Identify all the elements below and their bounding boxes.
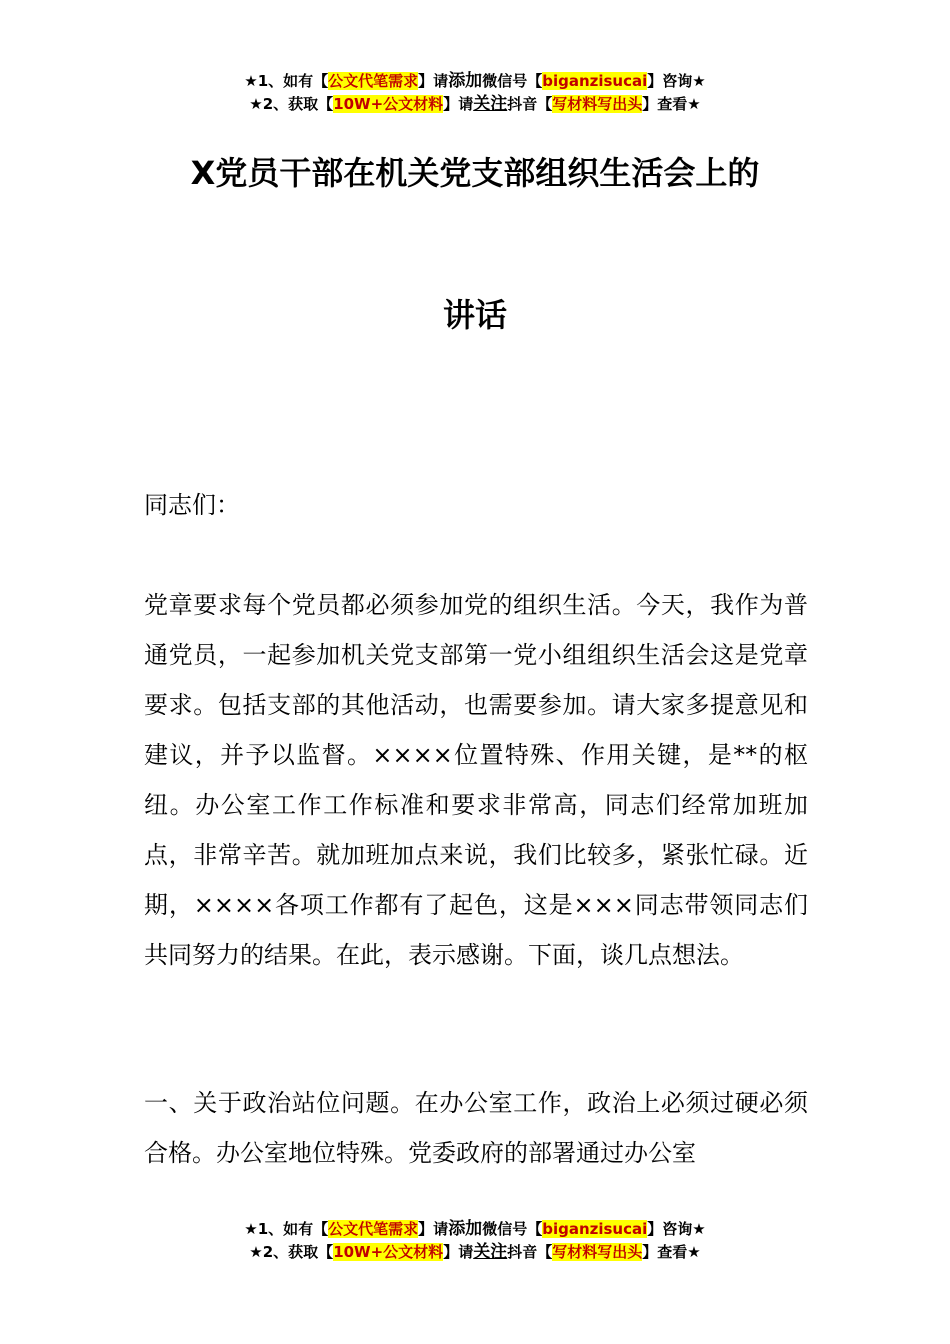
- promo-text: ★1、如有【: [244, 72, 329, 90]
- promo-text: 微信号【: [482, 1220, 543, 1238]
- promo-highlight: 10W+公文材料: [333, 1243, 444, 1261]
- document-title: X党员干部在机关党支部组织生活会上的: [190, 154, 760, 192]
- promo-emphasis: 关注: [473, 94, 508, 114]
- promo-text: 】查看★: [642, 95, 701, 113]
- promo-emphasis: 添加: [448, 71, 483, 91]
- promo-text: 】查看★: [642, 1243, 701, 1261]
- promo-emphasis: 添加: [448, 1219, 483, 1239]
- wechat-id-highlight: biganzisucai: [542, 72, 648, 90]
- promo-highlight: 10W+公文材料: [333, 95, 444, 113]
- promo-text: 微信号【: [482, 72, 543, 90]
- document-title-continuation: 讲话: [442, 296, 507, 334]
- promo-emphasis: 关注: [473, 1242, 508, 1262]
- promo-text: ★1、如有【: [244, 1220, 329, 1238]
- promo-line-2: [0, 1241, 950, 1264]
- body-paragraph: 一、关于政治站位问题。在办公室工作，政治上必须过硬必须合格。办公室地位特殊。党委政府的部署通过办公室: [144, 1089, 808, 1167]
- promo-line-1: [0, 1218, 950, 1241]
- wechat-id-highlight: biganzisucai: [542, 1220, 648, 1238]
- douyin-id-highlight: 写材料写出头: [552, 1243, 643, 1261]
- promo-text: 】请: [443, 1243, 474, 1261]
- promo-text: 抖音【: [507, 95, 553, 113]
- promo-text: 】咨询★: [647, 1220, 706, 1238]
- promo-text: 】请: [418, 72, 449, 90]
- greeting: 同志们：: [144, 491, 240, 519]
- footer-promo-banner: [0, 1218, 950, 1264]
- promo-text: ★2、获取【: [249, 1243, 334, 1261]
- promo-line-1: [0, 70, 950, 93]
- body-paragraph: 党章要求每个党员都必须参加党的组织生活。今天，我作为普通党员，一起参加机关党支部第一党小组组织生活会这是党章要求。包括支部的其他活动，也需要参加。请大家多提意见和建议，并予以监督。××××位置特殊、作用关键，是**的枢纽。办公室工作工作标准和要求非常高，同志们经常加班加点，非常辛苦。就加班加点来说，我们比较多，紧张忙碌。近期，××××各项工作都有了起色，这是×××同志带领同志们共同努力的结果。在此，表示感谢。下面，谈几点想法。: [144, 591, 808, 969]
- promo-text: 】请: [443, 95, 474, 113]
- promo-text: 抖音【: [507, 1243, 553, 1261]
- promo-text: 】咨询★: [647, 72, 706, 90]
- promo-text: ★2、获取【: [249, 95, 334, 113]
- promo-line-2: [0, 93, 950, 116]
- promo-highlight: 公文代笔需求: [328, 72, 419, 90]
- header-promo-banner: [0, 70, 950, 116]
- douyin-id-highlight: 写材料写出头: [552, 95, 643, 113]
- promo-highlight: 公文代笔需求: [328, 1220, 419, 1238]
- promo-text: 】请: [418, 1220, 449, 1238]
